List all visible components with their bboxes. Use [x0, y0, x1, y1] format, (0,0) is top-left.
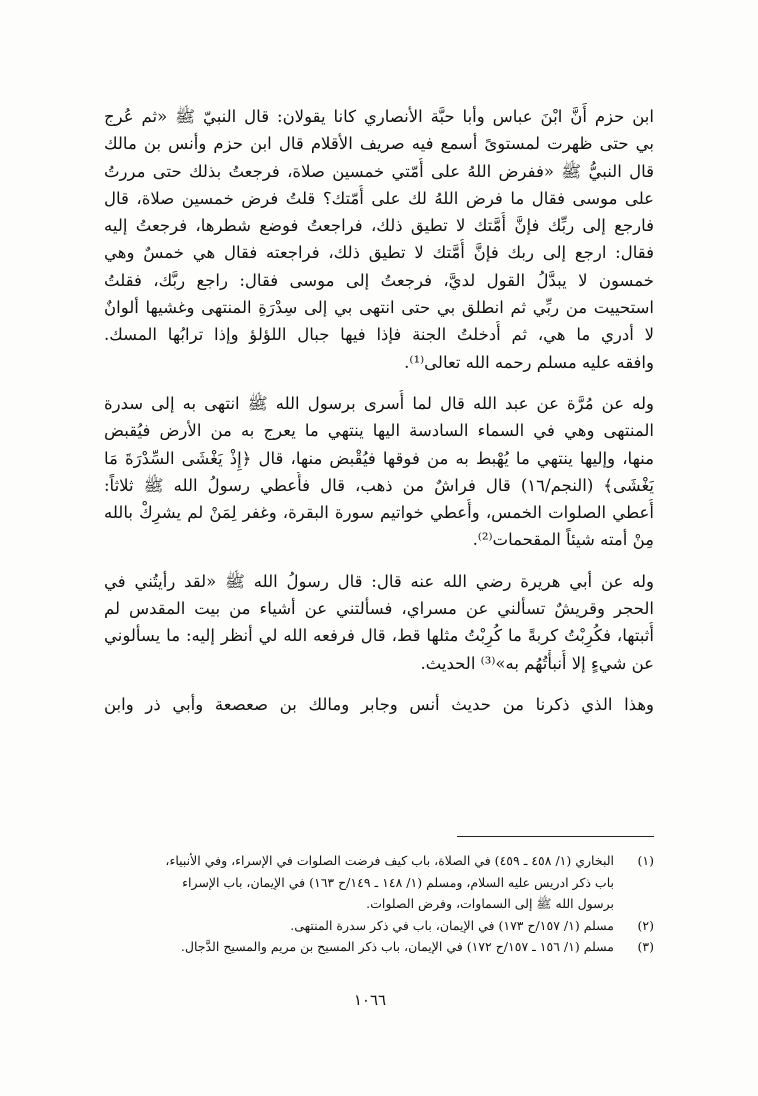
text-line: استحييت من ربِّي ثم انطلق بي حتى انتهى بي إلى سِدْرَةِ المنتهى وغشيها ألوانٌ	[104, 298, 654, 318]
footnote-number: (١)	[637, 853, 654, 868]
text-line: المنتهى وهي في السماء السادسة اليها ينتهي ما يعرج به من الأرض فيُقبض	[104, 421, 654, 441]
footnote-2	[104, 915, 654, 937]
page-number: ١٠٦٦	[353, 991, 387, 1009]
footnote-text	[104, 915, 614, 937]
main-text	[104, 103, 654, 718]
text-line: وهذا الذي ذكرنا من حديث أنس وجابر ومالك بن صعصعة وأبي ذر وابن	[104, 694, 654, 714]
text-line: على موسى فقال ما فرض اللهُ لك على أُمّتك؟ قلتُ فرض خمسين صلاة، قال	[104, 188, 654, 208]
paragraph-spacer	[104, 376, 654, 390]
text-line: الحجر وقريشٌ تسألني عن مسراي، فسألتني عن أشياء من بيت المقدس لم	[104, 599, 654, 619]
footnote-3	[104, 936, 654, 958]
text-line: يَغْشَى﴾ (النجم/١٦) قال فراشٌ من ذهب، قال فأُعطي رسولُ الله ﷺ ثلاثاً:	[104, 475, 654, 495]
footnote-line: البخاري (١/ ٤٥٨ ـ ٤٥٩) في الصلاة، باب كيف فرضت الصلوات في الإسراء، وفي الأنبياء،	[165, 853, 614, 868]
footnote-line: مسلم (١/ ١٥٧/ح ١٧٣) في الإيمان، باب في ذكر سدرة المنتهى.	[290, 917, 614, 933]
paragraph-spacer	[104, 554, 654, 568]
text-line: خمسون لا يبدَّلُ القول لديَّ، فرجعتُ إلى موسى فقال: راجع ربَّك، فقلتُ	[104, 270, 654, 290]
text-line: ابن حزم أَنَّ ابْنَ عباس وأبا حبَّة الأنصاري كانا يقولان: قال النبيّ ﷺ «ثم عُرج	[104, 107, 654, 126]
text-line: وله عن أبي هريرة رضي الله عنه قال: قال رسولُ الله ﷺ «لقد رأيتُني في	[104, 571, 654, 591]
footnotes	[104, 850, 654, 958]
footnote-number: (٢)	[637, 917, 654, 933]
footnote-1	[104, 850, 654, 915]
text-line: بي حتى ظهرت لمستوىً أسمع فيه صريف الأقلام قال ابن حزم وأنس بن مالك	[104, 134, 654, 154]
footnote-number: (٣)	[637, 939, 654, 954]
text-line: فقال: ارجع إلى ربك فإنَّ أُمَّتك لا تطيق ذلك، فراجعته فقال هي خمسٌ وهي	[104, 243, 654, 263]
text-line: عن شيءٍ إلا أُنبأْتُهُم به»⁽³⁾ الحديث.	[420, 653, 654, 673]
text-line: مِنْ أمته شيئاً المقحمات⁽²⁾.	[472, 530, 654, 550]
paragraph-3	[104, 568, 654, 677]
paragraph-2	[104, 390, 654, 554]
text-line: أُعطي الصلوات الخمس، وأُعطي خواتيم سورة البقرة، وغفر لِمَنْ لم يشرِكْ بالله	[104, 503, 654, 523]
footnote-line: برسول الله ﷺ إلى السماوات، وفرض الصلوات.	[366, 896, 614, 911]
text-line: أُثبتها، فكُرِبْتُ كربةً ما كُرِبْتُ مثلها قط، قال فرفعه الله لي أنظر إليه: ما يسألوني	[104, 626, 654, 646]
footnote-line: مسلم (١/ ١٥٦ ـ ١٥٧/ح ١٧٢) في الإيمان، باب ذكر المسيح بن مريم والمسيح الدَّجال.	[180, 939, 614, 954]
paragraph-spacer	[104, 677, 654, 691]
footnote-text	[104, 936, 614, 958]
paragraph-1	[104, 103, 654, 376]
text-line: وله عن مُرَّة عن عبد الله قال لما أُسرى برسول الله ﷺ انتهى به إلى سدرة	[104, 393, 654, 413]
text-line: منها، وإليها ينتهي ما يُهْبط به من فوقها فيُقْبض منها، قال ﴿إِذْ يَغْشَى السِّدْرَةَ مَا	[104, 448, 654, 468]
footnote-text	[104, 850, 614, 915]
text-line: لا أدري ما هي، ثم أُدخلتُ الجنة فإذا فيها جبال اللؤلؤ وإذا ترابُها المسك.	[104, 325, 654, 345]
text-line: وافقه عليه مسلم رحمه الله تعالى⁽¹⁾.	[404, 352, 654, 372]
text-line: قال النبيُّ ﷺ «ففرض اللهُ على أُمّتي خمسين صلاة، فرجعتُ بذلك حتى مررتُ	[104, 161, 654, 181]
paragraph-4	[104, 691, 654, 718]
footnote-separator	[457, 836, 654, 837]
footnote-line: باب ذكر ادريس عليه السلام، ومسلم (١/ ١٤٨ ـ ١٤٩/ح ١٦٣) في الإيمان، باب الإسراء	[182, 874, 614, 890]
text-line: فارجع إلى ربِّك فإنَّ أُمَّتك لا تطيق ذلك، فراجعتُ فوضع شطرها، فرجعتُ إليه	[104, 216, 654, 236]
